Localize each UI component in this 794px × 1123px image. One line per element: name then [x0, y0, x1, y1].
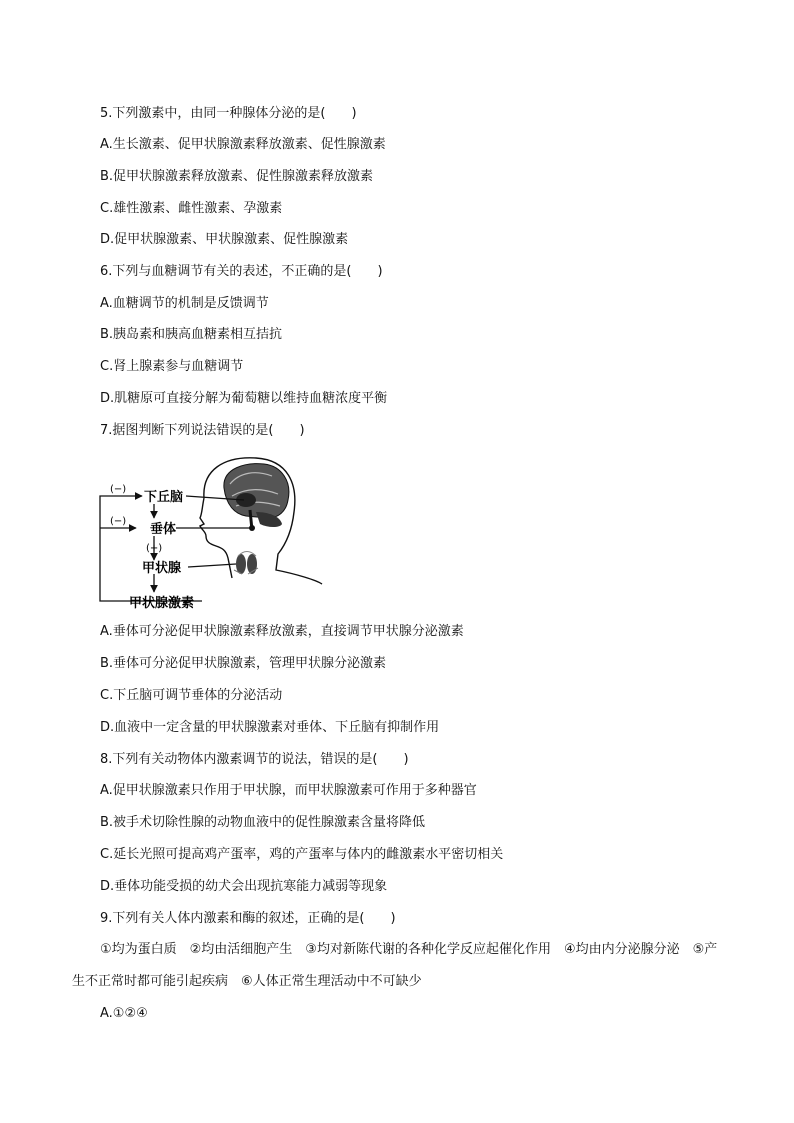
- q9-stem: 9.下列有关人体内激素和酶的叙述，正确的是( ): [100, 911, 396, 926]
- q5-option-b: B.促甲状腺激素释放激素、促性腺激素释放激素: [100, 169, 374, 184]
- q9-option-a: A.①②④: [100, 1006, 148, 1021]
- q9-statements-text: ①均为蛋白质 ②均由活细胞产生 ③均对新陈代谢的各种化学反应起催化作用 ④均由内分泌腺分泌 ⑤产生不正常时都可能引起疾病 ⑥人体正常生理活动中不可缺少: [72, 942, 718, 989]
- q7-option-b: B.垂体可分泌促甲状腺激素，管理甲状腺分泌激素: [100, 656, 387, 671]
- q6-stem: 6.下列与血糖调节有关的表述，不正确的是( ): [100, 264, 383, 279]
- q9-statements: [72, 934, 722, 998]
- label-thyroid: 甲状腺: [142, 561, 182, 576]
- label-hypothalamus: 下丘脑: [144, 490, 184, 505]
- q7-stem: 7.据图判断下列说法错误的是( ): [100, 423, 305, 438]
- label-pituitary: 垂体: [150, 522, 177, 537]
- q5-option-c: C.雄性激素、雌性激素、孕激素: [100, 201, 283, 216]
- q8-stem: 8.下列有关动物体内激素调节的说法，错误的是( ): [100, 752, 409, 767]
- q7-option-d: D.血液中一定含量的甲状腺激素对垂体、下丘脑有抑制作用: [100, 720, 440, 735]
- q8-option-c: C.延长光照可提高鸡产蛋率，鸡的产蛋率与体内的雌激素水平密切相关: [100, 847, 504, 862]
- endocrine-feedback-figure: [96, 454, 326, 614]
- q8-option-b: B.被手术切除性腺的动物血液中的促性腺激素含量将降低: [100, 815, 426, 830]
- q8-option-d: D.垂体功能受损的幼犬会出现抗寒能力减弱等现象: [100, 879, 388, 894]
- brain-icon: [224, 464, 289, 531]
- label-neg-1: (−): [110, 484, 127, 495]
- q5-option-d: D.促甲状腺激素、甲状腺激素、促性腺激素: [100, 232, 349, 247]
- q7-option-a: A.垂体可分泌促甲状腺激素释放激素，直接调节甲状腺分泌激素: [100, 624, 464, 639]
- thyroid-gland-icon: [234, 552, 258, 575]
- q6-option-c: C.肾上腺素参与血糖调节: [100, 359, 244, 374]
- label-thyroid-hormone: 甲状腺激素: [129, 596, 195, 611]
- q7-option-c: C.下丘脑可调节垂体的分泌活动: [100, 688, 283, 703]
- label-pos: (+): [146, 543, 163, 554]
- q6-option-d: D.肌糖原可直接分解为葡萄糖以维持血糖浓度平衡: [100, 391, 388, 406]
- q6-option-b: B.胰岛素和胰高血糖素相互拮抗: [100, 327, 283, 342]
- q5-stem: 5.下列激素中，由同一种腺体分泌的是( ): [100, 106, 357, 121]
- q5-option-a: A.生长激素、促甲状腺激素释放激素、促性腺激素: [100, 137, 386, 152]
- q6-option-a: A.血糖调节的机制是反馈调节: [100, 296, 269, 311]
- label-neg-2: (−): [110, 516, 127, 527]
- q8-option-a: A.促甲状腺激素只作用于甲状腺，而甲状腺激素可作用于多种器官: [100, 783, 477, 798]
